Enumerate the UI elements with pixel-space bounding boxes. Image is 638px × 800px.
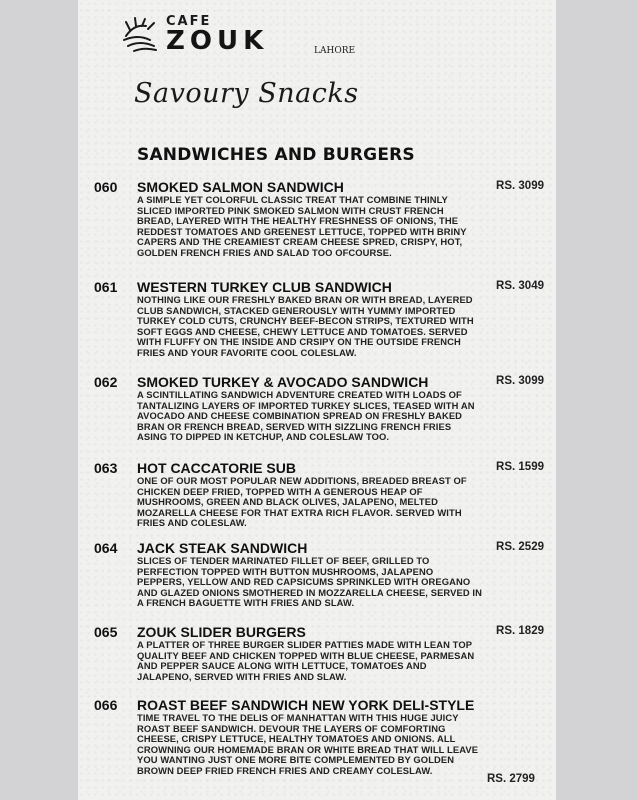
item-description: A SIMPLE YET COLORFUL CLASSIC TREAT THAT COMBINE THINLY SLICED IMPORTED PINK SMOKED SALMON WITH CRUST FRENCH BREAD, LAYERED WITH THE HEALTHY FRESHNESS OF ONIONS, THE REDDEST TOMATOES AND GREENEST LETTUCE, TOPPED WITH BRINY CAPERS AND THE CREAMIEST CREAM CHEESE SPRED, CRISPY, HOT, GOLDEN FRENCH FRIES AND SALAD TOO OFCOURSE. bbox=[137, 194, 467, 258]
item-price: RS. 1829 bbox=[496, 625, 544, 637]
item-number: 063 bbox=[94, 460, 118, 476]
page-title: Savoury Snacks bbox=[134, 78, 359, 109]
item-name: SMOKED TURKEY & AVOCADO SANDWICH bbox=[137, 374, 429, 390]
item-number: 061 bbox=[94, 279, 118, 295]
menu-item bbox=[94, 697, 544, 777]
item-price: RS. 2799 bbox=[487, 773, 535, 785]
item-price: RS. 1599 bbox=[496, 461, 544, 473]
item-name: ROAST BEEF SANDWICH NEW YORK DELI-STYLE bbox=[137, 697, 475, 713]
menu-item bbox=[94, 179, 544, 259]
item-name: WESTERN TURKEY CLUB SANDWICH bbox=[137, 279, 392, 295]
item-number: 064 bbox=[94, 540, 118, 556]
item-number: 066 bbox=[94, 697, 118, 713]
item-number: 062 bbox=[94, 374, 118, 390]
sun-face-icon bbox=[120, 16, 164, 56]
cafe-zouk-logo bbox=[120, 14, 360, 64]
item-number: 065 bbox=[94, 624, 118, 640]
menu-item bbox=[94, 624, 544, 682]
item-price: RS. 3099 bbox=[496, 180, 544, 192]
item-name: JACK STEAK SANDWICH bbox=[137, 540, 308, 556]
brand-city: LAHORE bbox=[314, 46, 356, 56]
item-name: SMOKED SALMON SANDWICH bbox=[137, 179, 344, 195]
item-price: RS. 2529 bbox=[496, 541, 544, 553]
menu-item bbox=[94, 540, 544, 609]
item-number: 060 bbox=[94, 179, 118, 195]
brand-cafe: CAFE bbox=[166, 14, 212, 29]
brand-name: ZOUK bbox=[166, 26, 269, 56]
item-description: A PLATTER OF THREE BURGER SLIDER PATTIES MADE WITH LEAN TOP QUALITY BEEF AND CHICKEN TOPPED WITH BLUE CHEESE, PARMESAN AND PEPPER SAUCE ALONG WITH LETTUCE, TOMATOES AND JALAPENO, SERVED WITH FRIES AND SLAW. bbox=[137, 639, 475, 682]
menu-item bbox=[94, 460, 544, 529]
menu-item bbox=[94, 279, 544, 359]
item-description: SLICES OF TENDER MARINATED FILLET OF BEEF, GRILLED TO PERFECTION TOPPED WITH BUTTON MUSHROOMS, JALAPENO PEPPERS, YELLOW AND RED CAPSICUMS SPRINKLED WITH OREGANO AND GLAZED ONIONS SMOTHERED IN MOZZARELLA CHEESE, SERVED IN A FRENCH BAGUETTE WITH FRIES AND SLAW. bbox=[137, 555, 482, 609]
item-description: NOTHING LIKE OUR FRESHLY BAKED BRAN OR WITH BREAD, LAYERED CLUB SANDWICH, STACKED GENEROUSLY WITH YUMMY IMPORTED TURKEY COLD CUTS, CRUNCHY BEEF-BECON STRIPS, TEXTURED WITH SOFT EGGS AND CHEESE, CHEWY LETTUCE AND TOMATOES. SERVED WITH FLUFFY ON THE INSIDE AND CRSIPY ON THE OUTSIDE FRENCH FRIES AND YOUR FAVORITE COOL COLESLAW. bbox=[137, 294, 474, 358]
item-price: RS. 3099 bbox=[496, 375, 544, 387]
menu-item bbox=[94, 374, 544, 443]
item-description: ONE OF OUR MOST POPULAR NEW ADDITIONS, BREADED BREAST OF CHICKEN DEEP FRIED, TOPPED WITH A GENEROUS HEAP OF MUSHROOMS, GREEN AND BLACK OLIVES, JALAPENO, MELTED MOZARELLA CHEESE FOR THAT EXTRA RICH FLAVOR. SERVED WITH FRIES AND COLESLAW. bbox=[137, 475, 467, 529]
item-price: RS. 3049 bbox=[496, 280, 544, 292]
item-name: ZOUK SLIDER BURGERS bbox=[137, 624, 306, 640]
item-name: HOT CACCATORIE SUB bbox=[137, 460, 296, 476]
section-title: SANDWICHES AND BURGERS bbox=[137, 145, 415, 165]
item-description: A SCINTILLATING SANDWICH ADVENTURE CREATED WITH LOADS OF TANTALIZING LAYERS OF IMPORTED TURKEY SLICES, TEASED WITH AN AVOCADO AND CHEESE COMBINATION SPREAD ON FRESHLY BAKED BRAN OR FRENCH BREAD, SERVED WITH SIZZLING FRENCH FRIES ASING TO DIPPED IN KETCHUP, AND COLESLAW TOO. bbox=[137, 389, 475, 443]
item-description: TIME TRAVEL TO THE DELIS OF MANHATTAN WITH THIS HUGE JUICY ROAST BEEF SANDWICH. DEVOUR THE LAYERS OF COMFORTING CHEESE, CRISPY LETTUCE, HEALTHY TOMATOES AND ONIONS. ALL CROWNING OUR HOMEMADE BRAN OR WHITE BREAD THAT WILL LEAVE YOU WANTING JUST ONE MORE BITE COMPLEMENTED BY GOLDEN BROWN DEEP FRIED FRENCH FRIES AND CREAMY COLESLAW. bbox=[137, 712, 479, 776]
